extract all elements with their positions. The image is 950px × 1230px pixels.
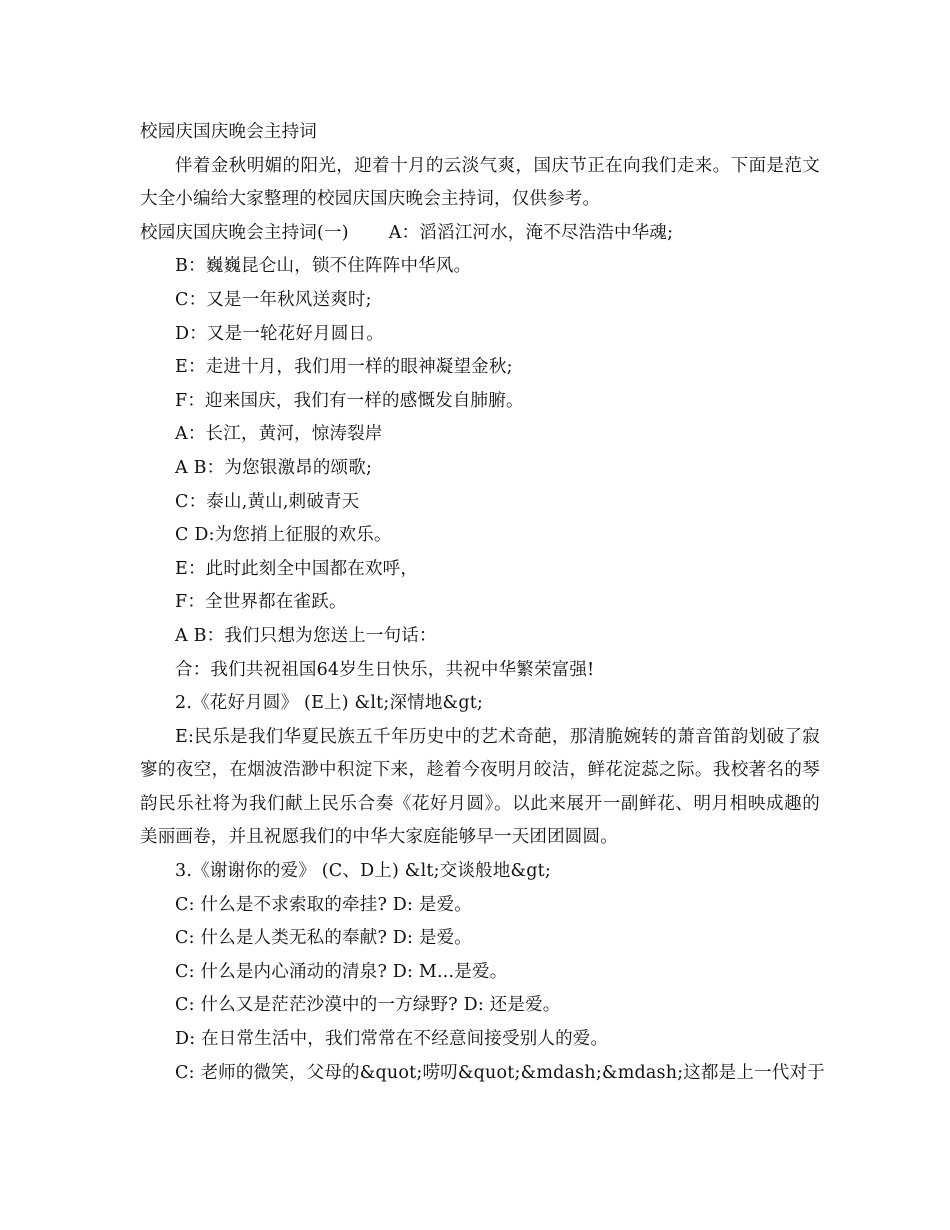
script-line: C: 什么是不求索取的牵挂? D: 是爱。 — [175, 894, 472, 915]
script-line: C: 老师的微笑，父母的&quot;唠叨&quot;&mdash;&mdash;这都是上一代对于 — [175, 1062, 825, 1083]
document-body — [140, 116, 825, 1090]
document-title: 校园庆国庆晚会主持词 — [140, 122, 317, 142]
script-line: C：泰山,黄山,刺破青天 — [175, 491, 360, 512]
script-line: B：巍巍昆仑山，锁不住阵阵中华风。 — [175, 256, 472, 277]
section-1-first-line: A：滔滔江河水，淹不尽浩浩中华魂; — [388, 222, 674, 243]
intro-paragraph: 伴着金秋明媚的阳光，迎着十月的云淡气爽，国庆节正在向我们走来。下面是范文大全小编给大家整理的校园庆国庆晚会主持词，仅供参考。 — [140, 155, 820, 210]
script-line: A B：为您银激昂的颂歌; — [175, 457, 373, 478]
script-line: E：此时此刻全中国都在欢呼， — [175, 558, 419, 579]
script-line: C: 什么是人类无私的奉献? D: 是爱。 — [175, 928, 472, 949]
script-line: D: 在日常生活中，我们常常在不经意间接受别人的爱。 — [175, 1029, 609, 1050]
script-line: A：长江，黄河，惊涛裂岸 — [175, 424, 383, 445]
script-line: D：又是一轮花好月圆日。 — [175, 323, 384, 344]
script-line: C D:为您捎上征服的欢乐。 — [175, 525, 392, 546]
paragraph-e: E:民乐是我们华夏民族五千年历史中的艺术奇葩，那清脆婉转的萧音笛韵划破了寂寥的夜空，在烟波浩渺中积淀下来，趁着今夜明月皎洁，鲜花淀蕊之际。我校著名的琴韵民乐社将为我们献上民乐合奏《花好月圆》。以此来展开一副鲜花、明月相映成趣的美丽画卷，并且祝愿我们的中华大家庭能够早一天团团圆圆。 — [140, 726, 820, 848]
section-1-heading-line — [140, 217, 820, 251]
section-2-heading: 2.《花好月圆》 (E上) &lt;深情地&gt; — [175, 693, 484, 714]
script-line: E：走进十月，我们用一样的眼神凝望金秋; — [175, 357, 513, 378]
script-line: C: 什么是内心涌动的清泉? D: M...是爱。 — [175, 961, 508, 982]
script-line: C：又是一年秋风送爽时; — [175, 289, 372, 310]
script-line: F：迎来国庆，我们有一样的感慨发自肺腑。 — [175, 390, 524, 411]
script-line: A B：我们只想为您送上一句话： — [175, 625, 437, 646]
script-line: 合：我们共祝祖国64岁生日快乐，共祝中华繁荣富强! — [175, 659, 595, 680]
script-line: F：全世界都在雀跃。 — [175, 592, 347, 613]
section-1-heading: 校园庆国庆晚会主持词(一) — [140, 222, 349, 243]
script-line: C: 什么又是茫茫沙漠中的一方绿野? D: 还是爱。 — [175, 995, 561, 1016]
section-3-heading: 3.《谢谢你的爱》 (C、D上) &lt;交谈般地&gt; — [175, 861, 552, 882]
